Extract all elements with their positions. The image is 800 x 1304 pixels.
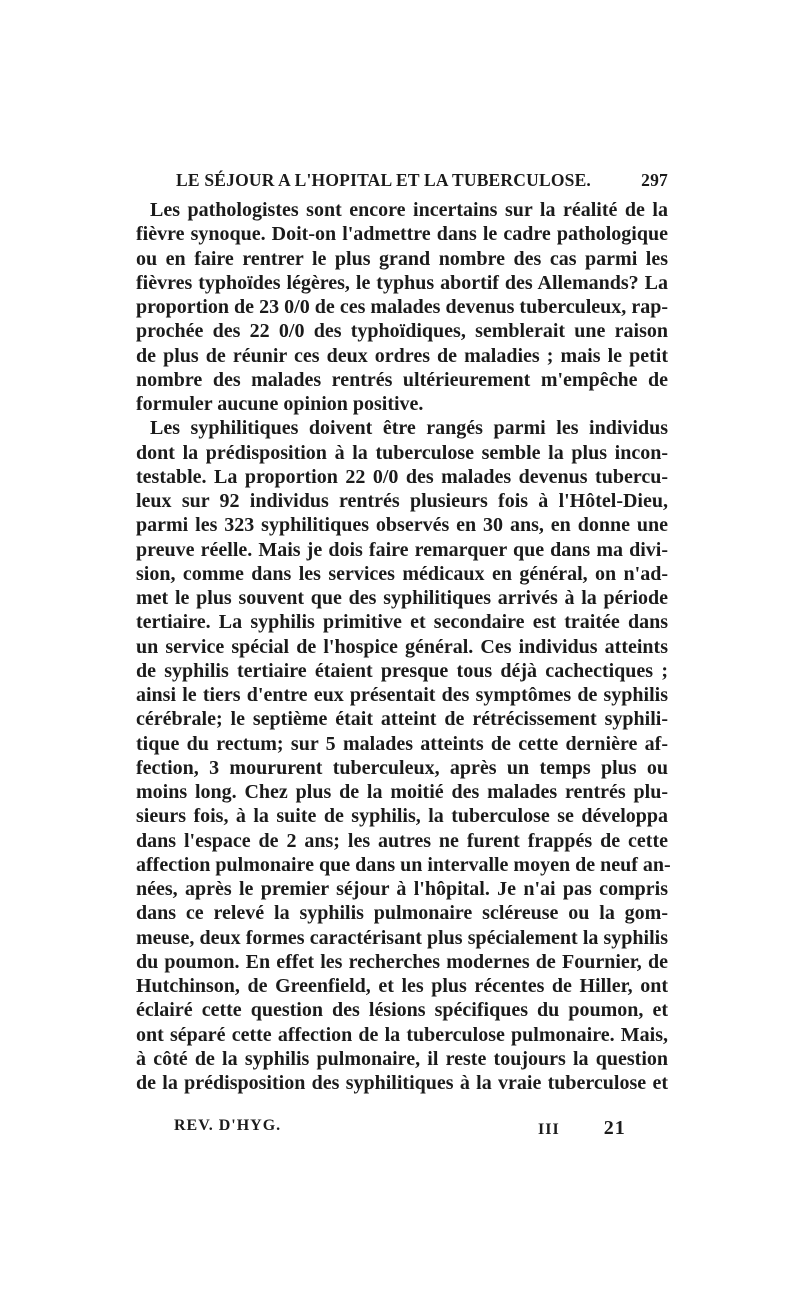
text-line: ou en faire rentrer le plus grand nombre des cas parmi les	[136, 247, 668, 270]
text-line: de plus de réunir ces deux ordres de maladies ; mais le petit	[136, 344, 668, 367]
text-line: sieurs fois, à la suite de syphilis, la tuberculose se développa	[136, 805, 668, 828]
text-line: affection pulmonaire que dans un intervalle moyen de neuf an-	[136, 853, 671, 876]
signature-journal: REV. D'HYG.	[174, 1117, 282, 1134]
signature-number: 21	[603, 1117, 626, 1139]
text-line: ont séparé cette affection de la tuberculose pulmonaire. Mais,	[136, 1023, 668, 1046]
signature-mark	[538, 1117, 626, 1140]
signature-volume: III	[538, 1121, 560, 1138]
text-line: fièvres typhoïdes légères, le typhus abortif des Allemands? La	[136, 271, 668, 294]
text-line: un service spécial de l'hospice général. Ces individus atteints	[136, 635, 668, 658]
text-line: nombre des malades rentrés ultérieurement m'empêche de	[136, 368, 668, 391]
text-line: de la prédisposition des syphilitiques à la vraie tuberculose et	[136, 1072, 668, 1094]
text-line: prochée des 22 0/0 des typhoïdiques, semblerait une raison	[136, 320, 668, 343]
text-line: Hutchinson, de Greenfield, et les plus récentes de Hiller, ont	[136, 975, 668, 997]
running-title: LE SÉJOUR A L'HOPITAL ET LA TUBERCULOSE.	[176, 170, 592, 190]
text-line: Les syphilitiques doivent être rangés parmi les individus	[150, 417, 668, 440]
text-line: dans ce relevé la syphilis pulmonaire scléreuse ou la gom-	[136, 902, 668, 925]
text-line: fièvre synoque. Doit-on l'admettre dans le cadre pathologique	[136, 223, 668, 246]
text-line: moins long. Chez plus de la moitié des malades rentrés plu-	[136, 781, 668, 803]
text-line: meuse, deux formes caractérisant plus spécialement la syphilis	[136, 926, 668, 949]
text-line: dans l'espace de 2 ans; les autres ne furent frappés de cette	[136, 829, 668, 852]
text-line: nées, après le premier séjour à l'hôpital. Je n'ai pas compris	[136, 878, 668, 900]
text-line: Les pathologistes sont encore incertains sur la réalité de la	[150, 199, 668, 221]
text-line: à côté de la syphilis pulmonaire, il reste toujours la question	[136, 1047, 668, 1070]
text-line: tertiaire. La syphilis primitive et secondaire est traitée dans	[136, 611, 668, 634]
text-line: tique du rectum; sur 5 malades atteints de cette dernière af-	[136, 732, 668, 755]
text-line: ainsi le tiers d'entre eux présentait des symptômes de syphilis	[136, 684, 668, 706]
text-line: sion, comme dans les services médicaux en général, on n'ad-	[136, 562, 668, 585]
text-line: du poumon. En effet les recherches modernes de Fournier, de	[136, 950, 668, 973]
text-line: cérébrale; le septième était atteint de rétrécissement syphili-	[136, 708, 668, 731]
text-line: dont la prédisposition à la tuberculose semble la plus incon-	[136, 441, 668, 464]
text-line: testable. La proportion 22 0/0 des malades devenus tubercu-	[136, 465, 668, 488]
text-line: de syphilis tertiaire étaient presque tous déjà cachectiques ;	[136, 659, 668, 682]
page-number: 297	[641, 170, 668, 190]
text-line: parmi les 323 syphilitiques observés en 30 ans, en donne une	[136, 514, 668, 537]
text-line: fection, 3 moururent tuberculeux, après un temps plus ou	[136, 756, 668, 779]
body-text	[136, 198, 671, 1095]
text-line: preuve réelle. Mais je dois faire remarquer que dans ma divi-	[136, 538, 668, 561]
text-line: met le plus souvent que des syphilitiques arrivés à la période	[136, 587, 668, 609]
text-line: proportion de 23 0/0 de ces malades devenus tuberculeux, rap-	[136, 296, 668, 318]
text-line: éclairé cette question des lésions spécifiques du poumon, et	[136, 999, 668, 1022]
text-line: leux sur 92 individus rentrés plusieurs fois à l'Hôtel-Dieu,	[136, 490, 668, 512]
text-line: formuler aucune opinion positive.	[136, 393, 424, 415]
